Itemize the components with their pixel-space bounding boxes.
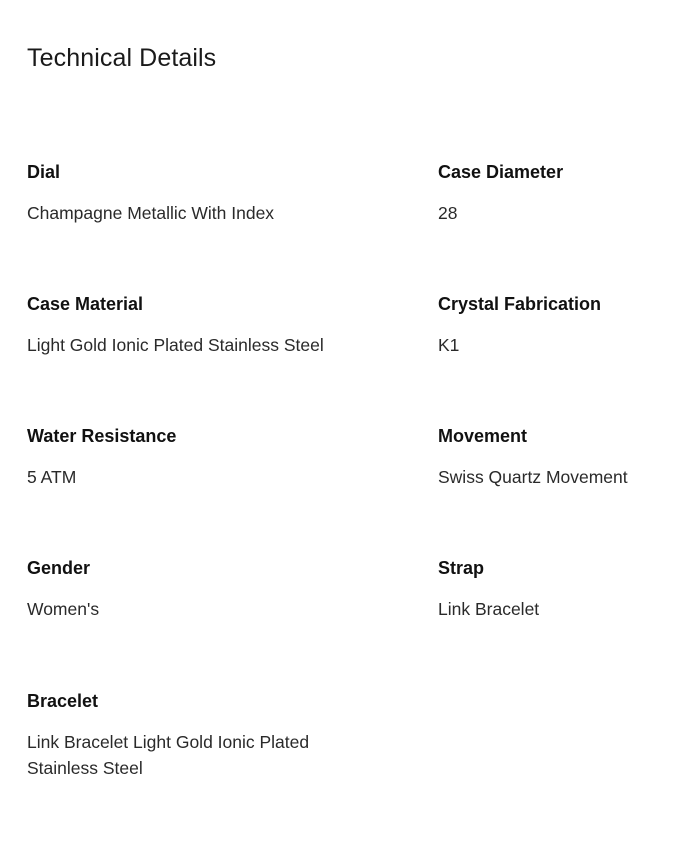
spec-label-movement: Movement <box>438 426 528 446</box>
spec-case-diameter <box>438 161 688 226</box>
spec-crystal-fabrication <box>438 293 688 358</box>
spec-value-strap: Link Bracelet <box>438 599 540 619</box>
section-title: Technical Details <box>27 44 217 72</box>
spec-case-material <box>27 293 367 358</box>
spec-value-case-material: Light Gold Ionic Plated Stainless Steel <box>27 335 324 355</box>
spec-movement <box>438 425 688 490</box>
spec-label-case-diameter: Case Diameter <box>438 162 564 182</box>
spec-value-gender: Women's <box>27 599 100 619</box>
spec-dial <box>27 161 367 226</box>
spec-water-resistance <box>27 425 367 490</box>
spec-value-bracelet: Link Bracelet Light Gold Ionic Plated Stainless Steel <box>27 732 310 778</box>
spec-label-bracelet: Bracelet <box>27 691 99 711</box>
spec-bracelet <box>27 690 367 781</box>
spec-label-water-resistance: Water Resistance <box>27 426 177 446</box>
spec-strap <box>438 557 688 622</box>
spec-value-movement: Swiss Quartz Movement <box>438 467 628 487</box>
spec-value-crystal-fabrication: K1 <box>438 335 460 355</box>
spec-value-dial: Champagne Metallic With Index <box>27 203 275 223</box>
spec-gender <box>27 557 367 622</box>
spec-value-case-diameter: 28 <box>438 203 458 223</box>
spec-label-crystal-fabrication: Crystal Fabrication <box>438 294 602 314</box>
spec-label-strap: Strap <box>438 558 485 578</box>
spec-label-gender: Gender <box>27 558 91 578</box>
spec-label-case-material: Case Material <box>27 294 144 314</box>
spec-label-dial: Dial <box>27 162 61 182</box>
spec-value-water-resistance: 5 ATM <box>27 467 77 487</box>
